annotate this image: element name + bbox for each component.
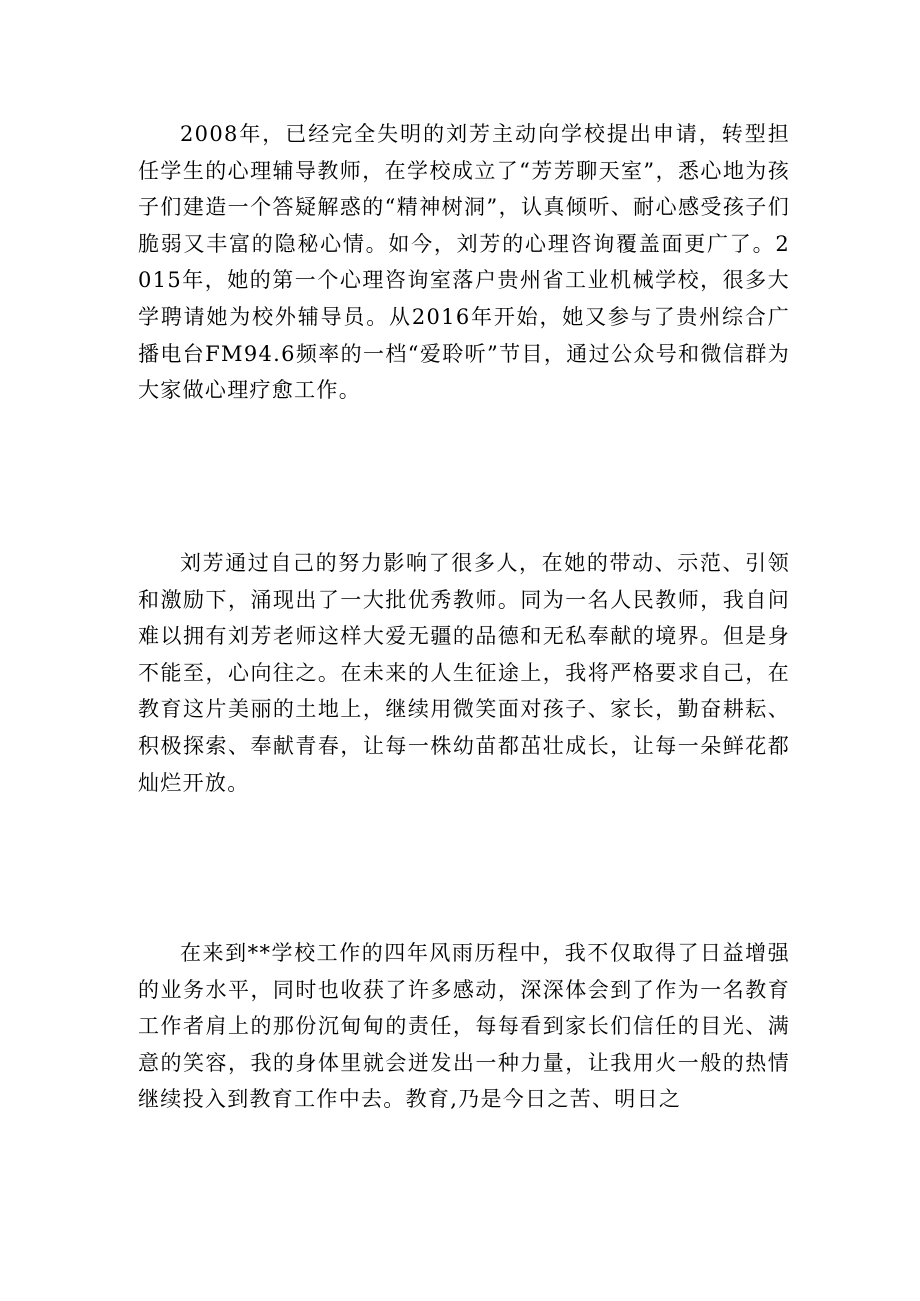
paragraph-four-years-reflection: 在来到**学校工作的四年风雨历程中，我不仅取得了日益增强的业务水平，同时也收获了许多感动，深深体会到了作为一名教育工作者肩上的那份沉甸甸的责任，每每看到家长们信任的目光、满意的笑容，我的身体里就会迸发出一种力量，让我用火一般的热情继续投入到教育工作中去。教育,乃是今日之苦、明日之 bbox=[138, 941, 790, 1112]
paragraph-teacher-inspiration: 刘芳通过自己的努力影响了很多人，在她的带动、示范、引领和激励下，涌现出了一大批优秀教师。同为一名人民教师，我自问难以拥有刘芳老师这样大爱无疆的品德和无私奉献的境界。但是身不能至，心向往之。在未来的人生征途上，我将严格要求自己，在教育这片美丽的土地上，继续用微笑面对孩子、家长，勤奋耕耘、积极探索、奉献青春，让每一株幼苗都茁壮成长，让每一朵鲜花都灿烂开放。 bbox=[138, 551, 790, 795]
paragraph-liu-fang-counseling: 2008年，已经完全失明的刘芳主动向学校提出申请，转型担任学生的心理辅导教师，在学校成立了“芳芳聊天室”，悉心地为孩子们建造一个答疑解惑的“精神树洞”，认真倾听、耐心感受孩子们脆弱又丰富的隐秘心情。如今，刘芳的心理咨询覆盖面更广了。2015年，她的第一个心理咨询室落户贵州省工业机械学校，很多大学聘请她为校外辅导员。从2016年开始，她又参与了贵州综合广播电台FM94.6频率的一档“爱聆听”节目，通过公众号和微信群为大家做心理疗愈工作。 bbox=[138, 122, 790, 403]
